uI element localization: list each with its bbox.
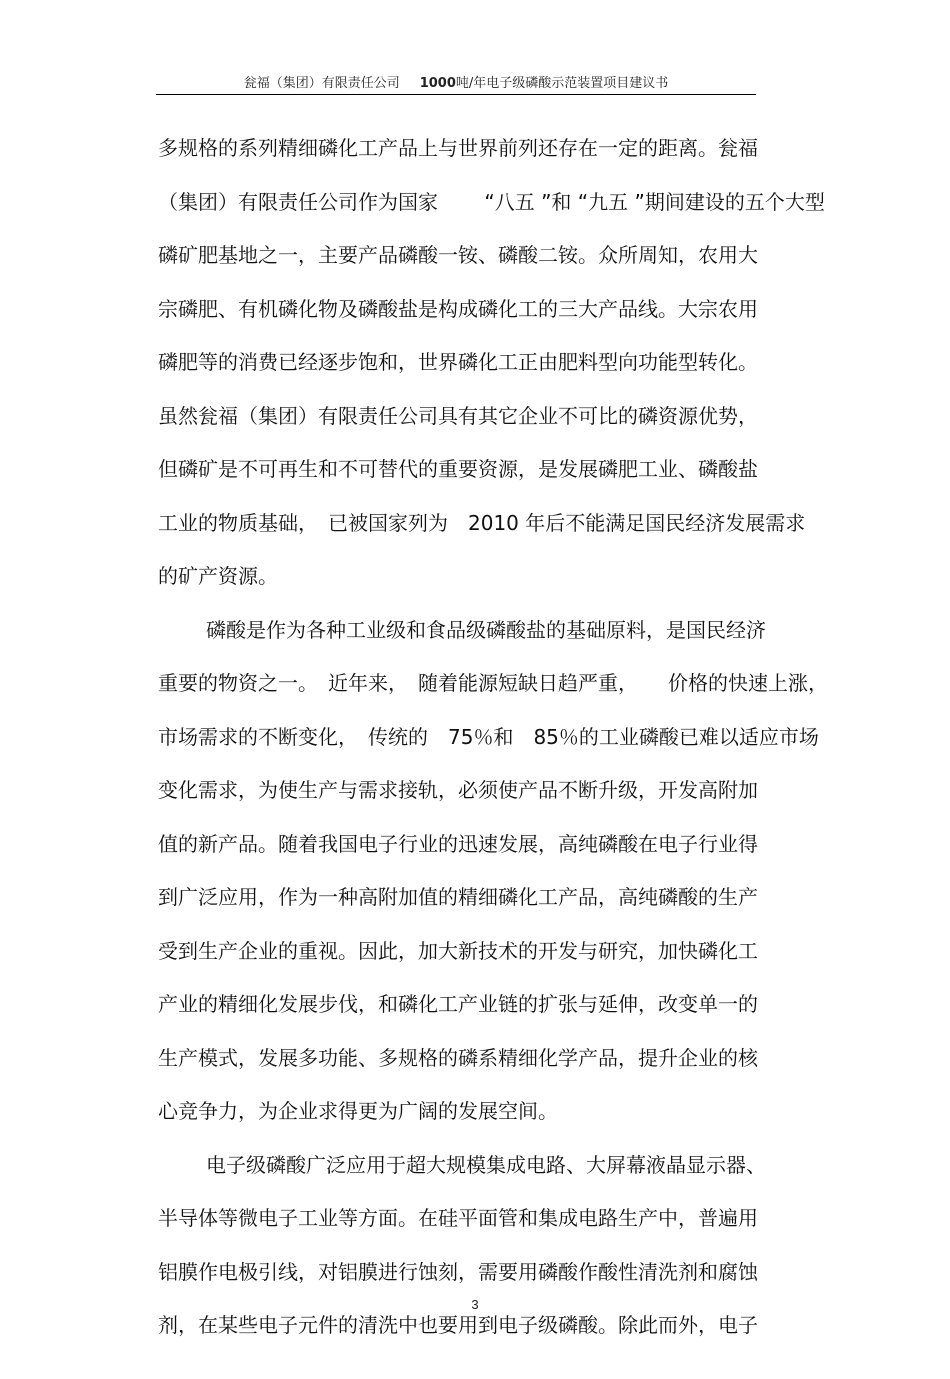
- text-line: 变化需求，为使生产与需求接轨，必须使产品不断升级，开发高附加: [158, 778, 758, 802]
- header-title-number: 1000: [419, 76, 456, 91]
- text-line: 剂，在某些电子元件的清洗中也要用到电子级磷酸。除此而外，电子: [158, 1313, 758, 1337]
- page-header: [156, 72, 756, 91]
- header-rule: [156, 94, 756, 95]
- text-line: 受到生产企业的重视。因此，加大新技术的开发与研究，加快磷化工: [158, 938, 758, 963]
- text-line: 工业的物质基础， 已被国家列为 2010 年后不能满足国民经济发展需求: [158, 510, 806, 535]
- text-line: 重要的物资之一。 近年来， 随着能源短缺日趋严重， 价格的快速上涨，: [158, 671, 828, 695]
- text-line: 铝膜作电极引线，对铝膜进行蚀刻，需要用磷酸作酸性清洗剂和腐蚀: [158, 1259, 758, 1284]
- header-title: 吨/年电子级磷酸示范装置项目建议书: [455, 76, 669, 91]
- text-line: 生产模式，发展多功能、多规格的磷系精细化学产品，提升企业的核: [158, 1045, 758, 1070]
- paragraph-first-line: 电子级磷酸广泛应用于超大规模集成电路、大屏幕液晶显示器、: [206, 1152, 766, 1177]
- page-number: 3: [471, 1297, 479, 1312]
- text-line: 磷矿肥基地之一，主要产品磷酸一铵、磷酸二铵。众所周知，农用大: [158, 243, 758, 267]
- text-line: 到广泛应用，作为一种高附加值的精细磷化工产品，高纯磷酸的生产: [158, 885, 758, 909]
- text-line: 磷肥等的消费已经逐步饱和，世界磷化工正由肥料型向功能型转化。: [158, 350, 758, 374]
- text-line: 虽然瓮福（集团）有限责任公司具有其它企业不可比的磷资源优势，: [158, 403, 758, 428]
- text-line: 但磷矿是不可再生和不可替代的重要资源，是发展磷肥工业、磷酸盐: [158, 457, 758, 481]
- text-line: 宗磷肥、有机磷化物及磷酸盐是构成磷化工的三大产品线。大宗农用: [158, 296, 758, 321]
- text-line: 产业的精细化发展步伐，和磷化工产业链的扩张与延伸，改变单一的: [158, 992, 758, 1016]
- header-company: 瓮福（集团）有限责任公司: [243, 76, 400, 91]
- text-line: 半导体等微电子工业等方面。在硅平面管和集成电路生产中，普遍用: [158, 1206, 758, 1230]
- body-text: [158, 122, 878, 1353]
- text-line: 多规格的系列精细磷化工产品上与世界前列还存在一定的距离。瓮福: [158, 136, 758, 160]
- text-line: 市场需求的不断变化， 传统的 75％和 85％的工业磷酸已难以适应市场: [158, 724, 819, 749]
- paragraph-first-line: 磷酸是作为各种工业级和食品级磷酸盐的基础原料，是国民经济: [206, 617, 766, 642]
- text-line: （集团）有限责任公司作为国家 “八五 ”和 “九五 ”期间建设的五个大型: [158, 189, 825, 214]
- text-line: 的矿产资源。: [158, 564, 278, 588]
- text-line: 值的新产品。随着我国电子行业的迅速发展，高纯磷酸在电子行业得: [158, 831, 758, 856]
- text-line: 心竞争力，为企业求得更为广阔的发展空间。: [158, 1099, 558, 1123]
